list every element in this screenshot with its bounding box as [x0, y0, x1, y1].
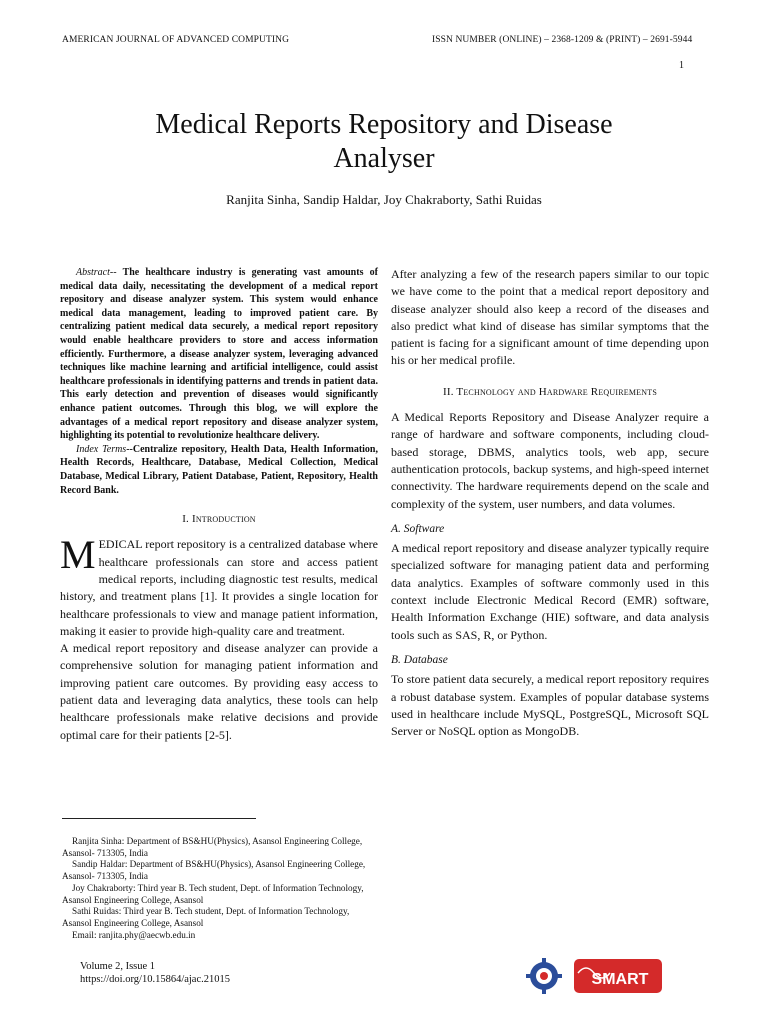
index-terms-label: Index Terms — [76, 443, 127, 455]
index-terms-text: --Centralize repository, Health Data, Health Information, Health Records, Healthcare, Database, Medical Collection, Medical Database, Medical Library, Patient Database, Patient, Repository, Health Record Bank. — [60, 443, 378, 496]
software-paragraph: A medical report repository and disease analyzer typically require specialized software for managing patient data and performing data analytics. Examples of software commonly used in this context include Electronic Medical Record (EMR) software, Health Information Exchange (HIE) software, and data analysis tools such as SAS, R, or Python. — [391, 541, 709, 642]
volume-issue: Volume 2, Issue 1 — [80, 961, 156, 972]
database-paragraph: To store patient data securely, a medical report repository requires a robust database system. Examples of popular database systems used in healthcare include MySQL, PostgreSQL, Microsoft SQL Server or NoSQL option as MongoDB. — [391, 672, 709, 739]
left-column — [60, 266, 378, 744]
subsection-heading-software: A. Software — [391, 522, 445, 535]
footnotes — [62, 836, 380, 941]
paper-title — [84, 108, 684, 176]
abstract-text: The healthcare industry is generating vast amounts of medical data daily, necessitating the development of a medical report repository and disease analyzer system. This system would enhance medical data management, leading to improved patient care. By centralizing patient medical data securely, a medical report repository would enable healthcare providers to store and access information efficiently. Furthermore, a disease analyzer system, leveraging advanced techniques like machine learning and artificial intelligence, could assist healthcare professionals in identifying patterns and trends in patient data. This early detection and prevention of diseases would significantly enhance patient outcomes. Through this blog, we will explore the advantages of a medical report repository and disease analyzer system, highlighting its potential to revolutionize healthcare delivery. — [60, 267, 378, 442]
author-list: Ranjita Sinha, Sandip Haldar, Joy Chakraborty, Sathi Ruidas — [226, 192, 542, 207]
issn-number: ISSN NUMBER (ONLINE) – 2368-1209 & (PRINT) – 2691-5944 — [432, 35, 693, 45]
introduction-paragraph-2: A medical report repository and disease analyzer can provide a comprehensive solution for managing patient information and improving patient care outcomes. By providing easy access to patient data and leveraging data analytics, these tools can help healthcare professionals make relative decisions and provide optimal care for their patients [2-5]. — [60, 641, 378, 742]
technology-paragraph: A Medical Reports Repository and Disease Analyzer require a range of hardware and software components, including cloud-based storage, DBMS, analytics tools, web app, secure authentication protocols, backup systems, and high-speed internet connectivity. The hardware requirements depend on the scale and complexity of the system, user numbers, and data volumes. — [391, 410, 709, 511]
index-terms — [60, 443, 378, 497]
abstract-label: Abstract-- — [76, 267, 117, 278]
title-line-1: Medical Reports Repository and Disease — [155, 109, 613, 140]
smart-logo — [574, 959, 662, 993]
footer — [80, 960, 230, 986]
introduction-paragraph-1 — [60, 532, 378, 640]
footnote-email: Email: ranjita.phy@aecwb.edu.in — [72, 929, 196, 940]
footnote-divider — [62, 818, 256, 819]
page-number: 1 — [679, 60, 684, 71]
drop-cap: M — [60, 532, 96, 578]
doi-link[interactable]: https://doi.org/10.15864/ajac.21015 — [80, 974, 231, 985]
footnote-author-3: Joy Chakraborty: Third year B. Tech student, Dept. of Information Technology, Asansol Engineering College, Asansol — [62, 882, 364, 905]
section-heading-introduction: I. Introduction — [182, 513, 256, 526]
right-intro-paragraph: After analyzing a few of the research papers similar to our topic we have come to the point that a medical report depository and disease analyzer should also keep a record of the diseases and also predict what kind of disease has similar symptoms that the patient is facing for a significant amount of time depending upon his or her medical profile. — [391, 267, 709, 368]
footnote-author-2: Sandip Haldar: Department of BS&HU(Physics), Asansol Engineering College, Asansol- 713305, India — [62, 859, 366, 882]
subsection-heading-database: B. Database — [391, 653, 448, 666]
footnote-author-4: Sathi Ruidas: Third year B. Tech student, Dept. of Information Technology, Asansol Engineering College, Asansol — [62, 906, 350, 928]
section-heading-technology: II. Technology and Hardware Requirements — [443, 385, 657, 398]
journal-name: AMERICAN JOURNAL OF ADVANCED COMPUTING — [62, 35, 290, 45]
abstract — [60, 266, 378, 443]
right-column — [391, 266, 709, 740]
title-line-2: Analyser — [333, 143, 435, 174]
publisher-logos — [524, 955, 664, 997]
introduction-text-1: EDICAL report repository is a centralized database where healthcare professionals can store and access patient medical reports, including diagnostic test results, medical history, and treatment plans [1]. It provides a single location for healthcare professionals to view and manage patient information, making it easier to provide high-quality care and treatment. — [60, 537, 378, 638]
gear-logo-icon — [526, 958, 562, 994]
smart-logo-text: SMART — [591, 971, 649, 988]
footnote-author-1: Ranjita Sinha: Department of BS&HU(Physics), Asansol Engineering College, Asansol- 713305, India — [62, 836, 363, 858]
